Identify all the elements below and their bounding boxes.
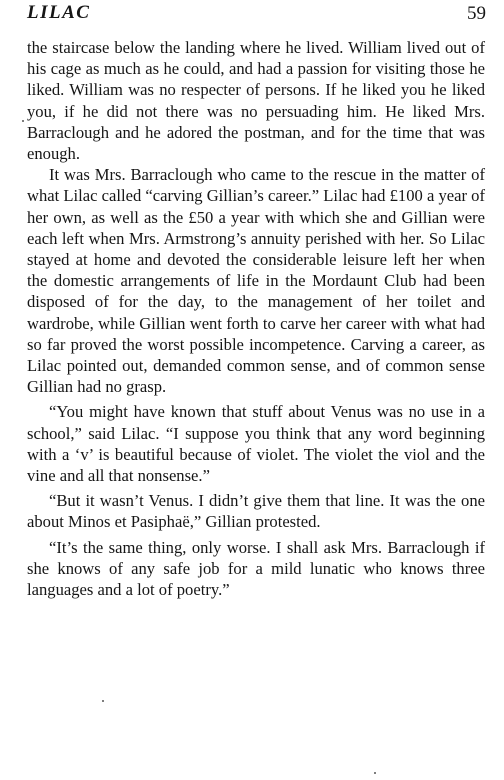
print-speck <box>102 700 104 702</box>
print-speck <box>374 772 376 774</box>
paragraph-2: It was Mrs. Barraclough who came to the rescue in the matter of what Lilac called “carving Gillian’s career.” Lilac had £100 a year of her own, as well as the £50 a year with which she and Gillian were each left when Mrs. Armstrong’s annuity perished with her. So Lilac stayed at home and devoted the considerable leisure left her when the domestic arrangements of life in the Mordaunt Club had been disposed of for the day, to the management of her toilet and wardrobe, while Gillian went forth to carve her career with what had so far proved the worst possible incompetence. Carving a career, as Lilac pointed out, demanded common sense, and of common sense Gillian had no grasp. <box>27 165 485 397</box>
page-number: 59 <box>467 3 486 24</box>
paragraph-1: the staircase below the landing where he lived. William lived out of his cage as much as he could, and had a passion for visiting those he liked. William was no respecter of persons. If he liked you he liked you, if he did not there was no persuading him. He liked Mrs. Barraclough and he adored the postman, and for the time that was enough. <box>27 38 485 164</box>
body-text <box>27 37 485 600</box>
paragraph-5: “It’s the same thing, only worse. I shall ask Mrs. Barraclough if she knows of any safe job for a mild lunatic who knows three languages and a lot of poetry.” <box>27 537 485 600</box>
running-head: LILAC <box>27 2 91 23</box>
print-speck <box>22 120 24 122</box>
page-header <box>27 2 486 26</box>
paragraph-3: “You might have known that stuff about Venus was no use in a school,” said Lilac. “I suppose you think that any word beginning with a ‘v’ is beautiful because of violet. The violet the viol and the vine and all that nonsense.” <box>27 402 485 486</box>
paragraph-4: “But it wasn’t Venus. I didn’t give them that line. It was the one about Minos et Pasiphaë,” Gillian protested. <box>27 491 485 532</box>
